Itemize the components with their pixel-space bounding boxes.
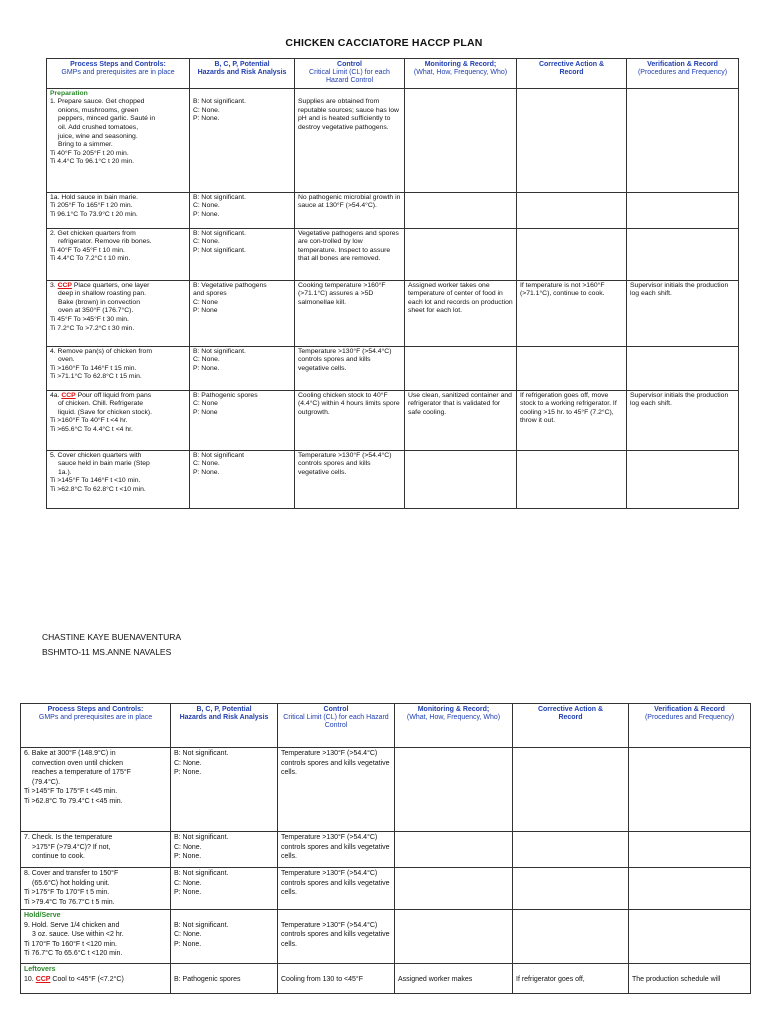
hazard-cell: B: Vegetative pathogens and spores C: None P: None [190,280,295,346]
hazard-cell: B: Not significant. C: None. P: None. [190,88,295,192]
control-cell: Temperature >130°F (>54.4°C) controls spores and kills vegetative cells. [278,832,395,868]
corrective-cell [517,228,627,280]
process-step-cell: Hold/Serve 9. Hold. Serve 1/4 chicken and 3 oz. sauce. Use within <2 hr. Ti 170°F To 160°F t <120 min. Ti 76.7°C To 65.6°C t <120 min. [21,910,171,964]
ccp-marker: CCP [61,391,76,399]
table-row [21,910,751,964]
author-block [42,630,181,660]
verification-cell [627,228,739,280]
verification-cell: Supervisor initials the production log each shift. [627,390,739,450]
monitoring-cell: Assigned worker makes [395,964,513,994]
col-header-process: Process Steps and Controls: GMPs and prerequisites are in place [21,704,171,748]
monitoring-cell [405,450,517,508]
section-label-preparation: Preparation [50,89,88,97]
ccp-marker: CCP [35,975,51,983]
process-step-cell: 2. Get chicken quarters from refrigerator. Remove rib bones. Ti 40°F To 45°F t 10 min. Ti 4.4°C To 7.2°C t 10 min. [47,228,190,280]
monitoring-cell: Use clean, sanitized container and refrigerator that is validated for safe cooling. [405,390,517,450]
process-step-cell: 1a. Hold sauce in bain marie. Ti 205°F To 165°F t 20 min. Ti 96.1°C To 73.9°C t 20 min. [47,192,190,228]
col-header-control: Control Critical Limit (CL) for each Hazard Control [295,59,405,89]
haccp-table-page-2 [20,703,751,994]
hazard-cell: B: Not significant. C: None. P: None. [171,868,278,910]
process-step-cell: 8. Cover and transfer to 150°F (65.6°C) hot holding unit. Ti >175°F To 170°F t 5 min. Ti >79.4°C To 76.7°C t 5 min. [21,868,171,910]
control-cell: No pathogenic microbial growth in sauce at 130°F (>54.4°C). [295,192,405,228]
verification-cell [627,346,739,390]
control-cell: Cooling from 130 to <45°F [278,964,395,994]
control-cell: Temperature >130°F (>54.4°C) controls spores and kills vegetative cells. [295,450,405,508]
monitoring-cell [395,832,513,868]
corrective-cell [517,346,627,390]
table-row [47,450,739,508]
ccp-marker: CCP [57,281,72,289]
monitoring-cell [405,192,517,228]
verification-cell [629,832,751,868]
process-step-cell: Preparation 1. Prepare sauce. Get chopped onions, mushrooms, green peppers, minced garlic. Sauté in oil. Add crushed tomatoes, juice, wine and seasoning. Bring to a simmer. Ti 40°F To 205°F t 20 min. Ti 4.4°C To 96.1°C t 20 min. [47,88,190,192]
haccp-table-page-1 [46,58,739,509]
verification-cell [629,868,751,910]
table-row [47,88,739,192]
corrective-cell [513,832,629,868]
table-row [47,192,739,228]
process-step-cell: 3. CCP Place quarters, one layer deep in shallow roasting pan. Bake (brown) in convection oven at 350°F (176.7°C). Ti 45°F To >45°F t 30 min. Ti 7.2°C To >7.2°C t 30 min. [47,280,190,346]
hazard-cell: B: Not significant. C: None. P: Not significant. [190,228,295,280]
verification-cell: Supervisor initials the production log each shift. [627,280,739,346]
hazard-cell: B: Not significant. C: None. P: None. [171,748,278,832]
monitoring-cell [395,748,513,832]
table-row [47,390,739,450]
col-header-corrective: Corrective Action & Record [513,704,629,748]
corrective-cell: If refrigeration goes off, move stock to a working refrigerator. If cooling >15 hr. to 45°F (7.2°C), throw it out. [517,390,627,450]
control-cell: Temperature >130°F (>54.4°C) controls spores and kills vegetative cells. [278,868,395,910]
verification-cell [627,88,739,192]
process-step-cell: 6. Bake at 300°F (148.9°C) in convection oven until chicken reaches a temperature of 175°F (79.4°C). Ti >145°F To 175°F t <45 min. Ti >62.8°C To 79.4°C t <45 min. [21,748,171,832]
process-step-cell: Leftovers 10. CCP Cool to <45°F (<7.2°C) [21,964,171,994]
section-label-hold-serve: Hold/Serve [24,912,61,919]
col-header-process: Process Steps and Controls: GMPs and prerequisites are in place [47,59,190,89]
process-step-cell: 7. Check. Is the temperature >175°F (>79.4°C)? If not, continue to cook. [21,832,171,868]
corrective-cell [517,192,627,228]
hazard-cell: B: Not significant. C: None. P: None. [171,832,278,868]
table-row [21,868,751,910]
control-cell: Vegetative pathogens and spores are con-trolled by low temperature. Inspect to assure that all bones are removed. [295,228,405,280]
col-header-hazards: B, C, P, Potential Hazards and Risk Analysis [171,704,278,748]
corrective-cell [513,748,629,832]
table-row [47,280,739,346]
table-row [21,964,751,994]
verification-cell [627,450,739,508]
hazard-cell: B: Pathogenic spores C: None P: None [190,390,295,450]
hazard-cell: B: Not significant. C: None. P: None. [171,910,278,964]
control-cell: Temperature >130°F (>54.4°C) controls spores and kills vegetative cells. [278,748,395,832]
corrective-cell [513,868,629,910]
hazard-cell: B: Not significant. C: None. P: None. [190,192,295,228]
verification-cell [627,192,739,228]
hazard-cell: B: Not significant C: None. P: None. [190,450,295,508]
corrective-cell [513,910,629,964]
monitoring-cell [405,346,517,390]
process-step-cell: 4a. CCP Pour off liquid from pans of chicken. Chill. Refrigerate liquid. (Save for chicken stock). Ti >160°F To 40°F t <4 hr. Ti >65.6°C To 4.4°C t <4 hr. [47,390,190,450]
process-step-cell: 5. Cover chicken quarters with sauce held in bain marie (Step 1a.). Ti >145°F To 146°F t <10 min. Ti >62.8°C To 62.8°C t <10 min. [47,450,190,508]
hazard-cell: B: Not significant. C: None. P: None. [190,346,295,390]
col-header-control: Control Critical Limit (CL) for each Hazard Control [278,704,395,748]
monitoring-cell: Assigned worker takes one temperature of center of food in each lot and records on production sheet for each lot. [405,280,517,346]
control-cell: Supplies are obtained from reputable sources; sauce has low pH and is heated sufficiently to destroy vegetative pathogens. [295,88,405,192]
col-header-verification: Verification & Record (Procedures and Frequency) [629,704,751,748]
control-cell: Temperature >130°F (>54.4°C) controls spores and kills vegetative cells. [278,910,395,964]
table-header-row [21,704,751,748]
col-header-monitoring: Monitoring & Record; (What, How, Frequency, Who) [395,704,513,748]
process-step-cell: 4. Remove pan(s) of chicken from oven. Ti >160°F To 146°F t 15 min. Ti >71.1°C To 62.8°C t 15 min. [47,346,190,390]
verification-cell: The production schedule will [629,964,751,994]
table-row [21,748,751,832]
monitoring-cell [395,868,513,910]
col-header-hazards: B, C, P, Potential Hazards and Risk Analysis [190,59,295,89]
author-course: BSHMTO-11 MS.ANNE NAVALES [42,647,172,657]
table-row [47,228,739,280]
control-cell: Cooling chicken stock to 40°F (4.4°C) within 4 hours limits spore outgrowth. [295,390,405,450]
col-header-corrective: Corrective Action & Record [517,59,627,89]
document-title: CHICKEN CACCIATORE HACCP PLAN [285,37,483,49]
corrective-cell [517,88,627,192]
control-cell: Temperature >130°F (>54.4°C) controls spores and kills vegetative cells. [295,346,405,390]
verification-cell [629,748,751,832]
author-name: CHASTINE KAYE BUENAVENTURA [42,632,182,642]
section-label-leftovers: Leftovers [24,966,56,973]
verification-cell [629,910,751,964]
table-header-row [47,59,739,89]
col-header-monitoring: Monitoring & Record; (What, How, Frequency, Who) [405,59,517,89]
monitoring-cell [405,228,517,280]
monitoring-cell [405,88,517,192]
table-row [47,346,739,390]
corrective-cell [517,450,627,508]
corrective-cell: If temperature is not >160°F (>71.1°C), continue to cook. [517,280,627,346]
hazard-cell: B: Pathogenic spores [171,964,278,994]
control-cell: Cooking temperature >160°F (>71.1°C) assures a >5D salmonellae kill. [295,280,405,346]
table-row [21,832,751,868]
monitoring-cell [395,910,513,964]
corrective-cell: If refrigerator goes off, [513,964,629,994]
col-header-verification: Verification & Record (Procedures and Frequency) [627,59,739,89]
